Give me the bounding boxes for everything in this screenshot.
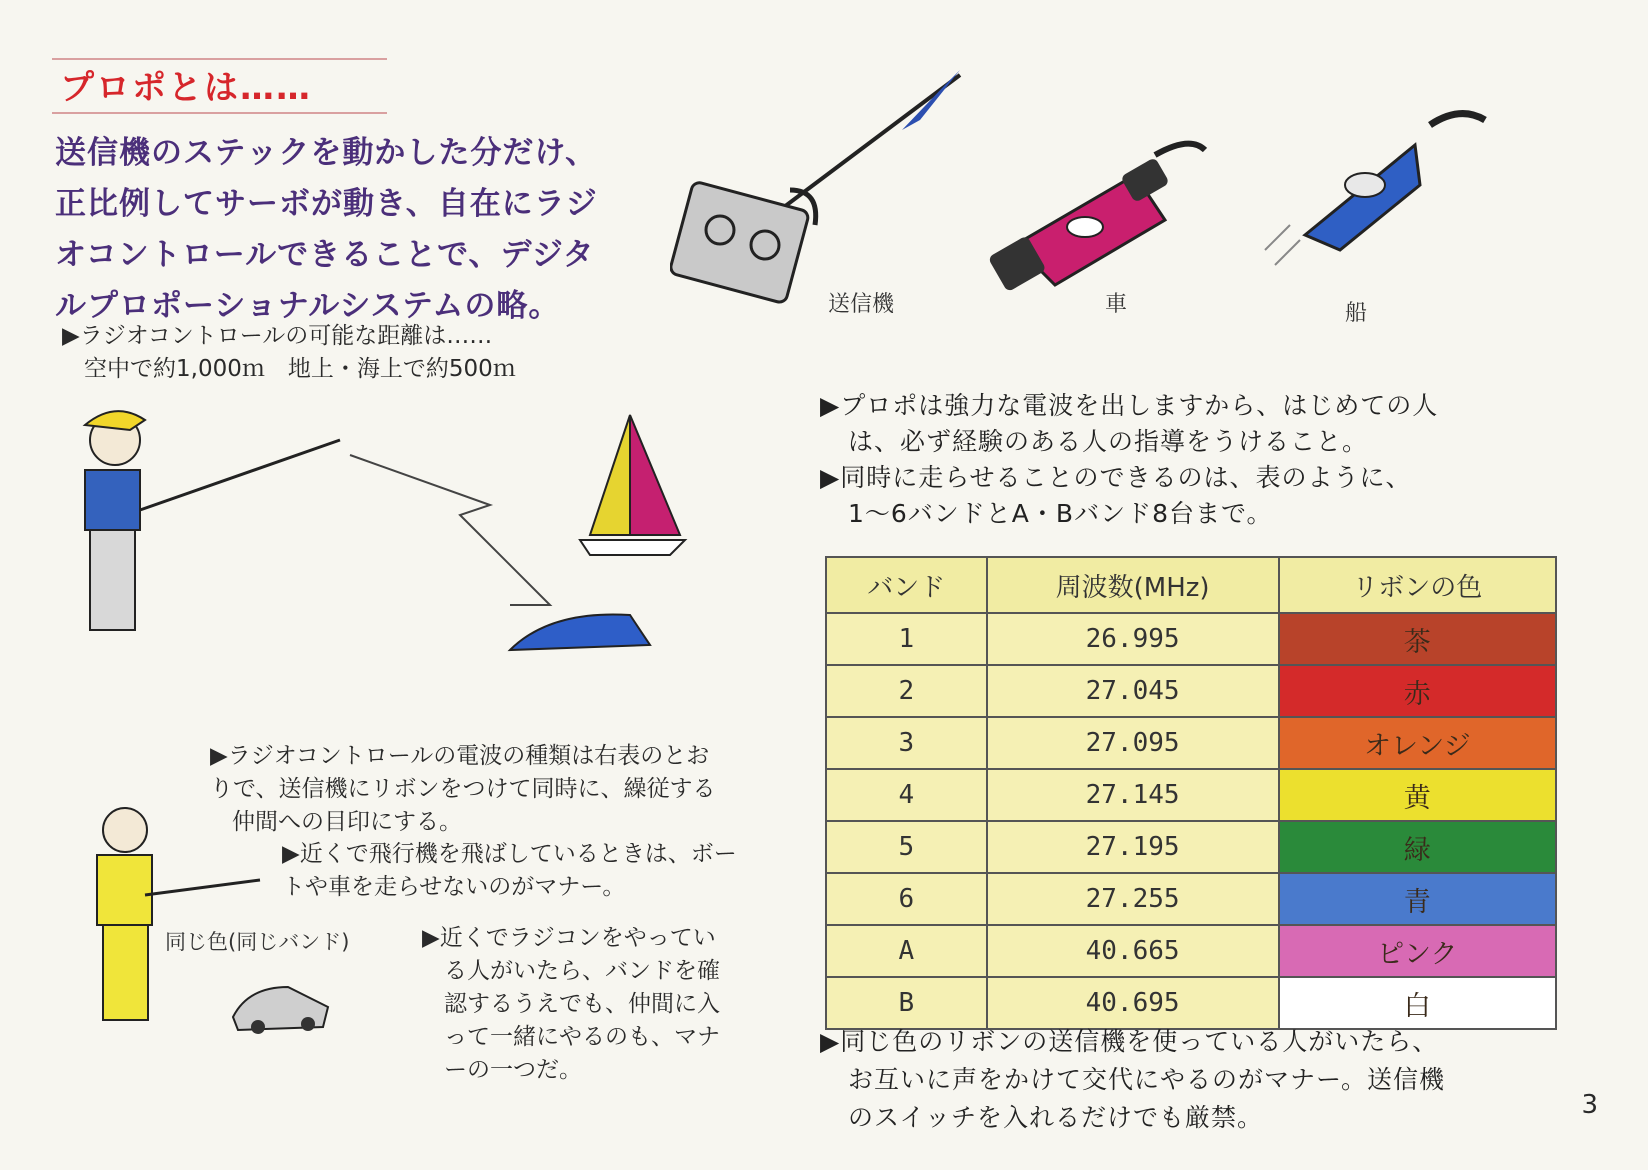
ribbon-color-cell: ピンク <box>1279 925 1556 977</box>
table-row <box>826 665 1556 717</box>
radio-wave-note <box>820 388 1438 532</box>
radio-wave-note-line: ▶同時に走らせることのできるのは、表のように、 <box>820 463 1412 492</box>
table-row <box>826 977 1556 1029</box>
band-cell: B <box>826 977 987 1029</box>
radicon-note-line: 認するうえでも、仲間に入 <box>444 991 720 1017</box>
frequency-cell: 26.995 <box>987 613 1279 665</box>
page-number: 3 <box>1581 1090 1598 1120</box>
header-ribbon-color: リボンの色 <box>1279 557 1556 613</box>
radio-range-illustration <box>70 405 730 675</box>
header-frequency: 周波数(MHz) <box>987 557 1279 613</box>
ribbon-color-cell: 茶 <box>1279 613 1556 665</box>
caption-boat: 船 <box>1345 301 1368 326</box>
band-cell: 3 <box>826 717 987 769</box>
airplane-note-line: ▶近くで飛行機を飛ばしているときは、ボー <box>282 841 737 867</box>
frequency-cell: 27.195 <box>987 821 1279 873</box>
frequency-cell: 40.695 <box>987 977 1279 1029</box>
lead-line: 送信機のステックを動かした分だけ、 <box>55 135 598 171</box>
ribbon-note-line: ▶ラジオコントロールの電波の種類は右表のとお <box>210 743 710 769</box>
band-cell: 1 <box>826 613 987 665</box>
radio-wave-note-line: は、必ず経験のある人の指導をうけること。 <box>848 427 1369 456</box>
frequency-cell: 27.145 <box>987 769 1279 821</box>
ribbon-color-cell: 白 <box>1279 977 1556 1029</box>
lead-line: オコントロールできることで、デジタ <box>55 237 595 273</box>
band-frequency-table <box>825 556 1557 1030</box>
lead-line: 正比例してサーボが動き、自在にラジ <box>55 186 598 222</box>
radicon-note <box>422 922 720 1087</box>
caption-same-color: 同じ色(同じバンド) <box>165 930 350 954</box>
caption-car: 車 <box>1105 292 1128 317</box>
table-header-row <box>826 557 1556 613</box>
radicon-note-line: って一緒にやるのも、マナ <box>444 1024 720 1050</box>
section-heading: プロポとは…… <box>52 58 387 114</box>
range-note <box>62 320 516 386</box>
table-row <box>826 769 1556 821</box>
toy-car-illustration <box>228 972 338 1037</box>
boat-illustration <box>1245 105 1505 305</box>
range-note-line: 空中で約1,000ｍ 地上・海上で約500ｍ <box>84 356 516 382</box>
band-cell: 2 <box>826 665 987 717</box>
ribbon-note-line: りで、送信機にリボンをつけて同時に、繰従する <box>210 776 716 802</box>
same-ribbon-note-line: ▶同じ色のリボンの送信機を使っている人がいたら、 <box>820 1027 1439 1056</box>
band-cell: 4 <box>826 769 987 821</box>
ribbon-color-cell: オレンジ <box>1279 717 1556 769</box>
table-row <box>826 873 1556 925</box>
ribbon-color-cell: 緑 <box>1279 821 1556 873</box>
caption-transmitter: 送信機 <box>828 292 895 317</box>
frequency-cell: 27.095 <box>987 717 1279 769</box>
band-cell: 5 <box>826 821 987 873</box>
radicon-note-line: ▶近くでラジコンをやってい <box>422 925 716 951</box>
race-car-illustration <box>985 135 1215 315</box>
frequency-cell: 27.255 <box>987 873 1279 925</box>
ribbon-note <box>210 740 716 839</box>
header-band: バンド <box>826 557 987 613</box>
table-row <box>826 613 1556 665</box>
same-ribbon-note-line: お互いに声をかけて交代にやるのがマナー。送信機 <box>848 1065 1446 1094</box>
table-row <box>826 821 1556 873</box>
ribbon-color-cell: 赤 <box>1279 665 1556 717</box>
band-cell: 6 <box>826 873 987 925</box>
same-ribbon-note <box>820 1023 1445 1137</box>
radicon-note-line: る人がいたら、バンドを確 <box>444 958 720 984</box>
airplane-note-line: トや車を走らせないのがマナー。 <box>282 874 626 900</box>
table-row <box>826 925 1556 977</box>
airplane-note <box>282 838 737 904</box>
table-row <box>826 717 1556 769</box>
ribbon-note-line: 仲間への目印にする。 <box>232 809 462 835</box>
range-note-line: ▶ラジオコントロールの可能な距離は…… <box>62 323 493 349</box>
band-cell: A <box>826 925 987 977</box>
lead-paragraph <box>55 128 695 332</box>
ribbon-color-cell: 青 <box>1279 873 1556 925</box>
frequency-cell: 27.045 <box>987 665 1279 717</box>
radicon-note-line: ーの一つだ。 <box>444 1057 582 1083</box>
radio-wave-note-line: ▶プロポは強力な電波を出しますから、はじめての人 <box>820 391 1439 420</box>
lead-line: ルプロポーショナルシステムの略。 <box>55 288 561 324</box>
same-ribbon-note-line: のスイッチを入れるだけでも厳禁。 <box>848 1103 1264 1132</box>
radio-wave-note-line: 1～6バンドとA・Bバンド8台まで。 <box>848 499 1273 528</box>
ribbon-color-cell: 黄 <box>1279 769 1556 821</box>
frequency-cell: 40.665 <box>987 925 1279 977</box>
